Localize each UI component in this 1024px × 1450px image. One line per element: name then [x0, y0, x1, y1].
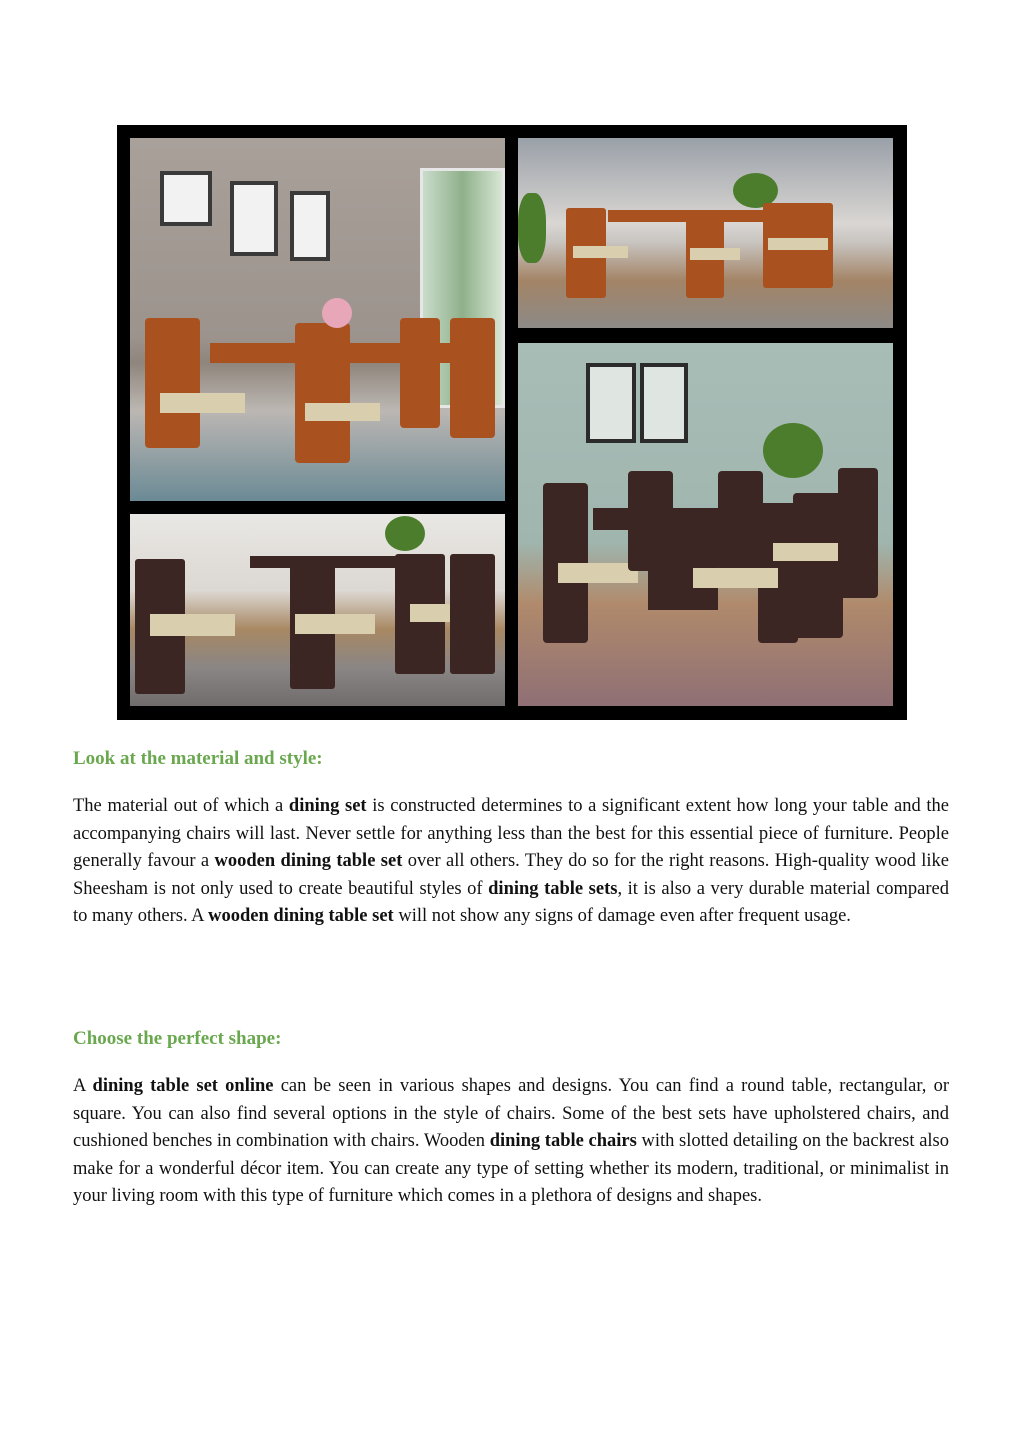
- text-run: The material out of which a: [73, 796, 289, 816]
- text-run: , it is also a very durable material compared to many others. A: [73, 878, 950, 926]
- chair-seat: [768, 238, 828, 250]
- chair-seat: [690, 248, 740, 260]
- chair: [145, 318, 200, 448]
- text-run: over all others. They do so for the right reasons. High-quality wood like Sheesham is not only used to create beautiful styles of: [73, 851, 949, 899]
- bold-keyword: wooden dining table set: [214, 851, 403, 871]
- text-run: can be seen in various shapes and designs. You can find a round table, rectangular, or square. You can also find several options in the style of chairs. Some of the best sets have upholstered chairs, and cushioned benches in combination with chairs. Wooden: [73, 1076, 949, 1151]
- chair-seat: [558, 563, 638, 583]
- chair: [400, 318, 440, 428]
- chair-seat: [773, 543, 843, 561]
- bold-keyword: dining set: [288, 796, 367, 816]
- plant: [385, 516, 425, 551]
- photo-lattice-chairs-honey: [518, 138, 893, 328]
- chair: [838, 468, 878, 598]
- photo-honey-dining-set: [130, 138, 505, 501]
- chair-seat: [693, 568, 778, 588]
- plant: [763, 423, 823, 478]
- chair: [295, 323, 350, 463]
- chair: [718, 471, 763, 571]
- chair: [793, 493, 843, 638]
- section-paragraph-shape: [73, 1073, 949, 1211]
- section-heading-shape: Choose the perfect shape:: [73, 1028, 282, 1049]
- wall-frame: [160, 171, 212, 226]
- section-heading-material: Look at the material and style:: [73, 748, 323, 769]
- bold-keyword: dining table chairs: [489, 1131, 637, 1151]
- chair: [450, 554, 495, 674]
- bold-keyword: dining table sets: [488, 878, 618, 899]
- text-run: is constructed determines to a significant extent how long your table and the accompanying chairs will last. Never settle for anything less than the best for this essential piece of furniture. People generally favour a: [73, 796, 950, 871]
- photo-walnut-dining-set: [518, 343, 893, 706]
- wall-frame: [640, 363, 688, 443]
- text-run: will not show any signs of damage even after frequent usage.: [393, 906, 851, 926]
- text-run: with slotted detailing on the backrest also make for a wonderful décor item. You can create any type of setting whether its modern, traditional, or minimalist in your living room with this type of furniture which comes in a plethora of designs and shapes.: [73, 1131, 949, 1206]
- bold-keyword: wooden dining table set: [208, 906, 394, 926]
- photo-lattice-chairs-walnut: [130, 514, 505, 706]
- flower-vase: [322, 298, 352, 328]
- chair-seat: [295, 614, 375, 634]
- wall-frame: [230, 181, 278, 256]
- bold-keyword: dining table set online: [92, 1076, 274, 1096]
- plant: [518, 193, 546, 263]
- wall-frame: [290, 191, 330, 261]
- text-run: A: [73, 1076, 93, 1096]
- chair-seat: [150, 614, 235, 636]
- chair: [628, 471, 673, 571]
- chair-seat: [573, 246, 628, 258]
- chair-seat: [160, 393, 245, 413]
- chair: [450, 318, 495, 438]
- product-image-collage: [117, 125, 907, 720]
- section-paragraph-material: [73, 793, 949, 931]
- chair-seat: [305, 403, 380, 421]
- wall-frame: [586, 363, 636, 443]
